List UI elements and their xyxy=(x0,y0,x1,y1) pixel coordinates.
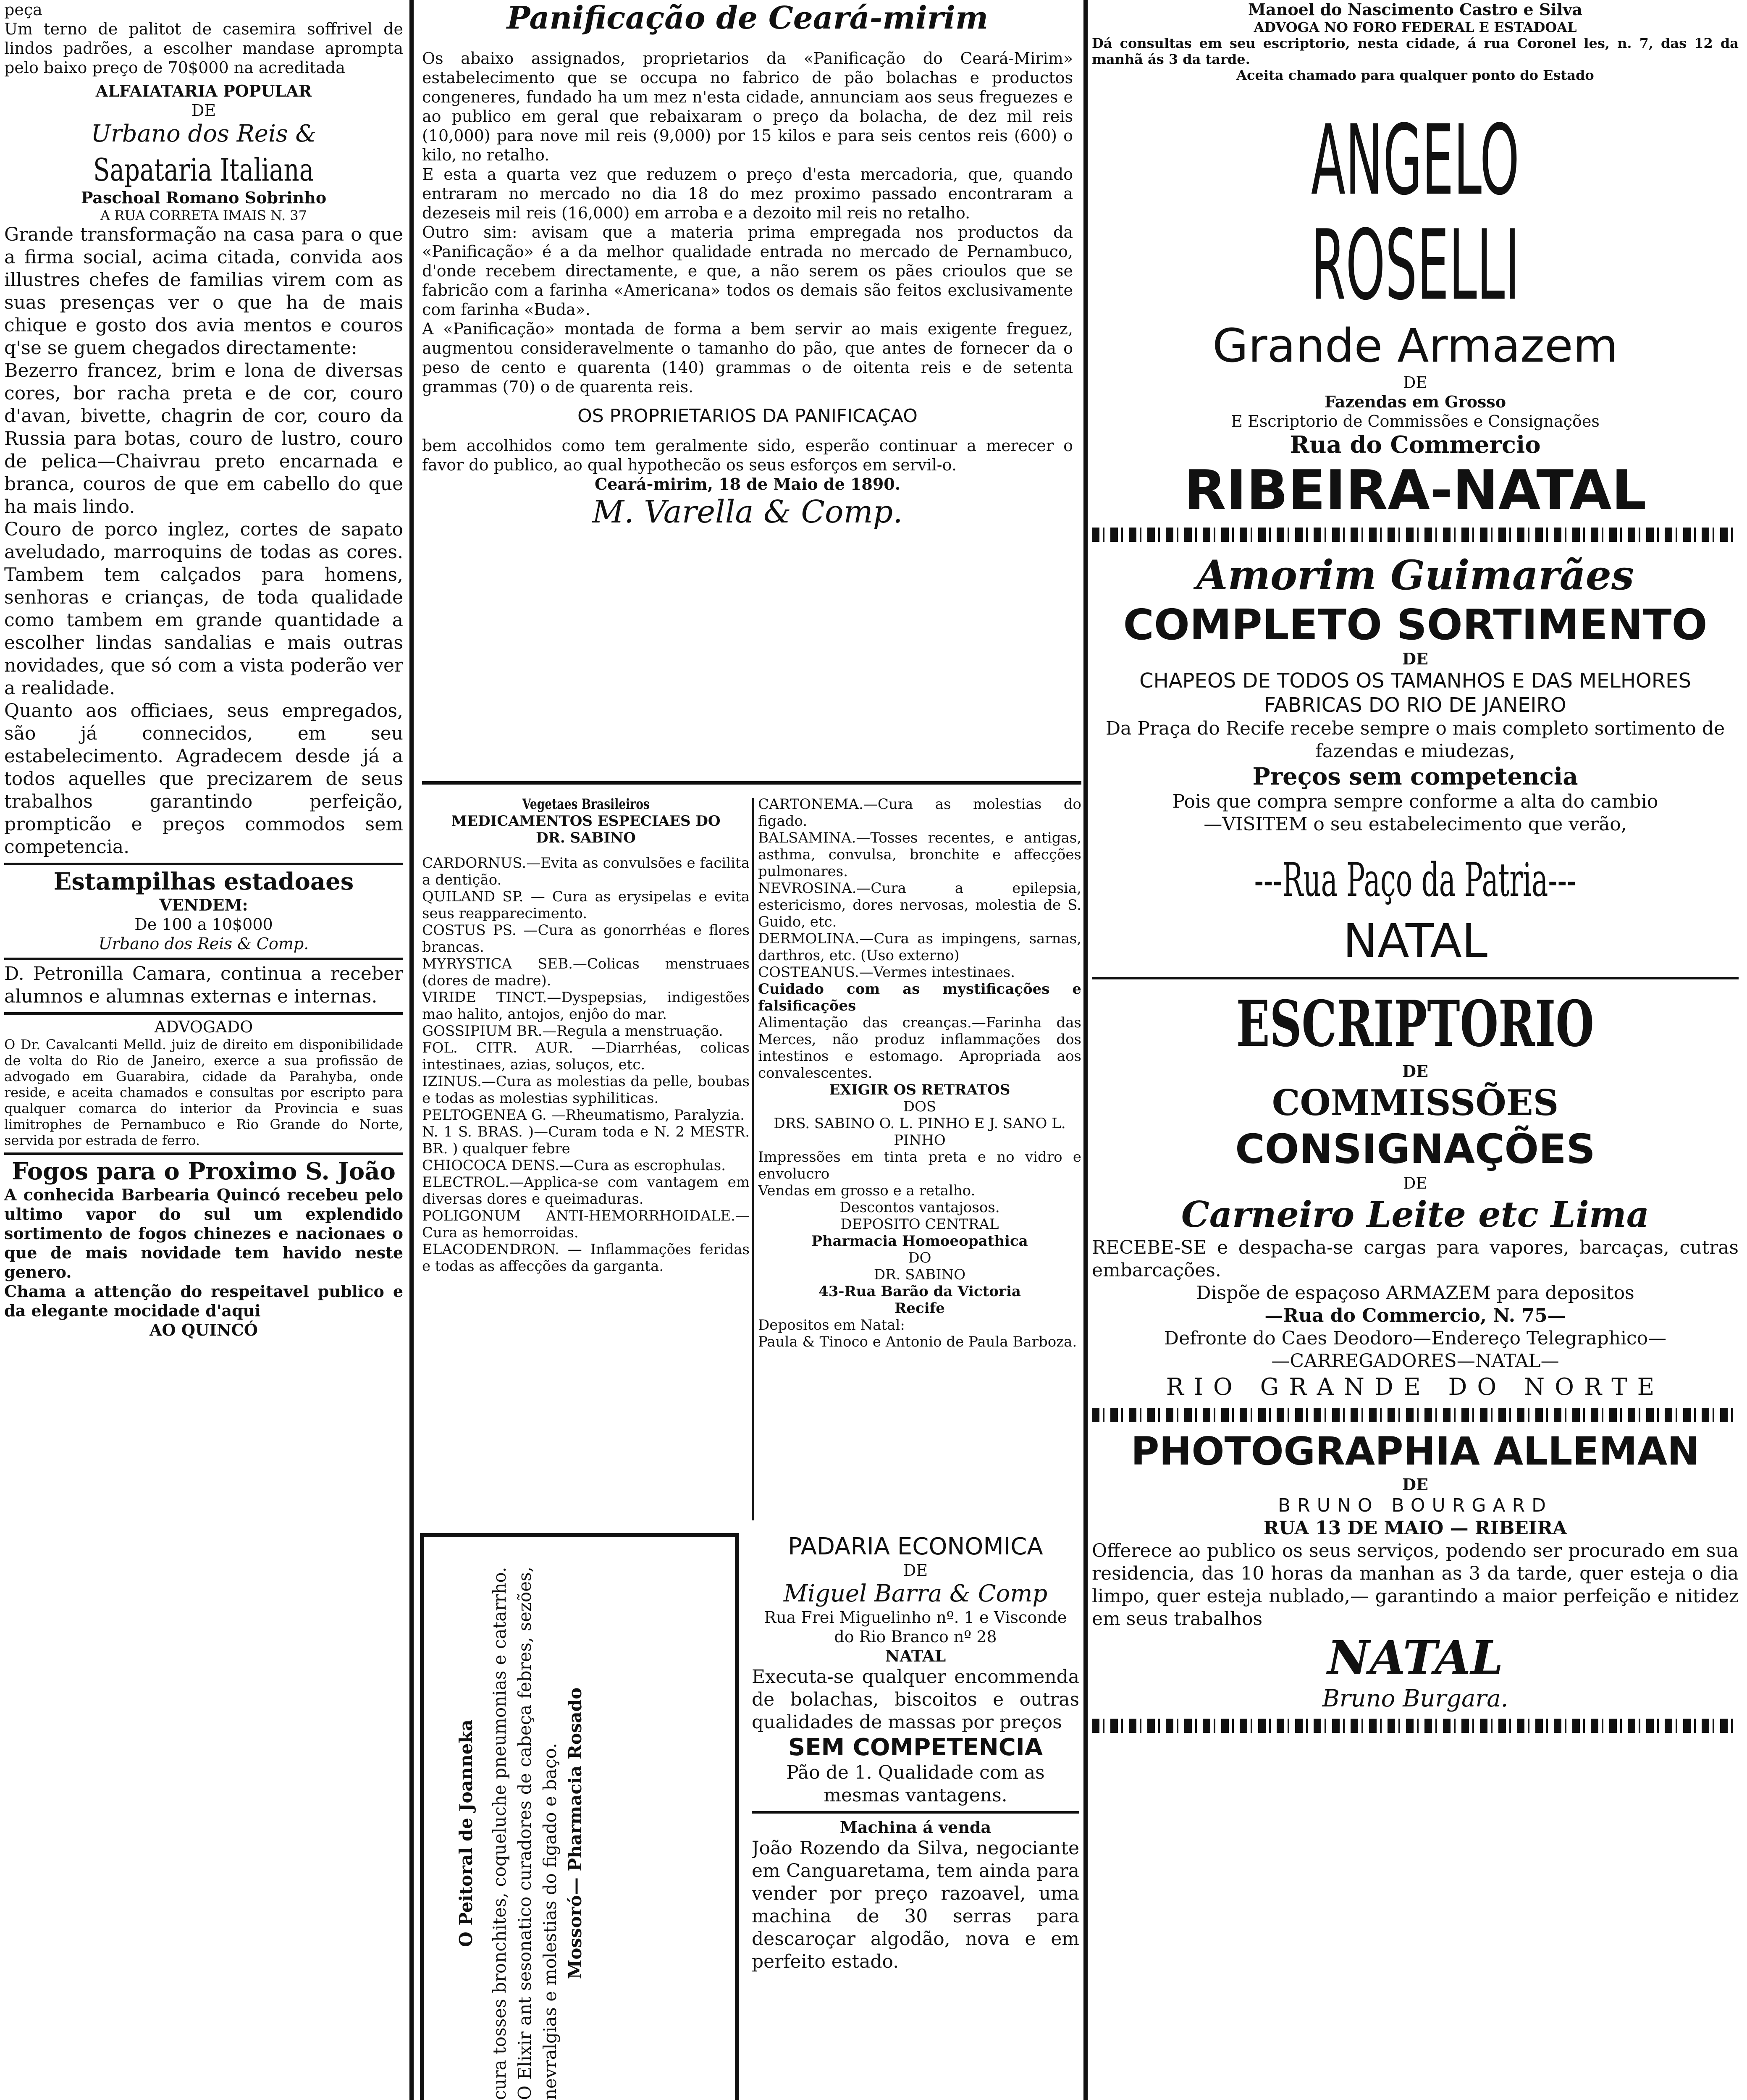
roselli-ribeira: RIBEIRA-NATAL xyxy=(1184,458,1647,522)
dispoe: Dispõe de espaçoso ARMAZEM para depositos xyxy=(1196,1282,1634,1304)
depositos: Depositos em Natal: xyxy=(758,1317,905,1334)
column-rule-left xyxy=(409,0,414,2100)
fogos-body: A conhecida Barbearia Quincó recebeu pelo ultimo vapor do sul um explendido sortimento de fogos chinezes e nacionaes o que de mais novidade tem havido neste genero. xyxy=(4,1185,403,1281)
panificacao-body-4: A «Panificação» montada de forma a bem servir ao mais exigente freguez, augmentou consideravelmente o tamanho do pão, que antes de fornecer da o peso de cento e quarenta (140) grammas o de oitenta reis e de setenta grammas (70) o de quarenta reis. xyxy=(422,320,1073,396)
sapataria-owner: Paschoal Romano Sobrinho xyxy=(81,188,327,207)
vegetaes-item: COSTUS PS. —Cura as gonorrhéas e flores brancas. xyxy=(422,922,750,956)
vegetaes-item: IZINUS.—Cura as molestias da pelle, boubas e todas as molestias syphiliticas. xyxy=(422,1073,750,1107)
photographia-body: Offerece ao publico os seus serviços, podendo ser procurado em sua residencia, das 10 horas da manhan as 3 da tarde, quer esteja o dia limpo, quer esteja nublado,— garantindo a maior perfeição e nitidez em seus trabalhos xyxy=(1092,1540,1739,1630)
sapataria-title: Sapataria Italiana xyxy=(93,152,314,188)
padaria-owner: Miguel Barra & Comp xyxy=(783,1580,1048,1607)
rua-commercio-75: —Rua do Commercio, N. 75— xyxy=(1264,1305,1566,1326)
caution-body: Alimentação das creanças.—Farinha das Merces, não produz inflammações dos intestinos e estomago. Apropriada aos convalescentes. xyxy=(758,1014,1081,1082)
sapataria-body-4: Quanto aos officiaes, seus empregados, são já connecidos, em seu estabelecimento. Agradecem desde já a todos aquelles que precizarem de seus trabalhos garantindo perfeição, prompticão e preços commodos sem competencia. xyxy=(4,700,403,858)
padaria-de: DE xyxy=(903,1561,928,1580)
natal-heading: NATAL xyxy=(1343,914,1488,968)
estampilhas-vendem: VENDEM: xyxy=(159,895,248,914)
roselli-fazendas: Fazendas em Grosso xyxy=(1324,392,1506,411)
top-fragment: peça xyxy=(4,0,42,19)
praca: Da Praça do Recife recebe sempre o mais completo sortimento de fazendas e miudezas, xyxy=(1105,718,1725,762)
commissoes: COMMISSÕES xyxy=(1272,1082,1559,1124)
completo-sortimento: COMPLETO SORTIMENTO xyxy=(1123,600,1708,649)
roselli-name: ANGELO ROSELLI xyxy=(1311,105,1520,322)
photographia-de: DE xyxy=(1402,1475,1428,1494)
alfaiataria-intro: Um terno de palitot de casemira soffrivel de lindos padrões, a escolher mandase aprompta pelo baixo preço de 70$000 na acreditada xyxy=(4,20,403,77)
sapataria-address: A RUA CORRETA IMAIS N. 37 xyxy=(100,207,307,223)
vegetaes-item: COSTEANUS.—Vermes intestinaes. xyxy=(758,964,1015,981)
panificacao-title: Panificação de Ceará-mirim xyxy=(506,0,989,36)
middle-divider xyxy=(422,781,1081,785)
sapataria-body-2: Bezerro francez, brim e lona de diversas cores, bor racha preta e de cor, couro d'avan, bivette, chagrin de cor, couro da Russia para botas, couro de lustro, couro de pelica—Chaivrau preto encarnada e branca, couros de que em cabello do que ha mais lindo. xyxy=(4,360,403,517)
fogos-end: AO QUINCÓ xyxy=(150,1320,258,1339)
deposito: DEPOSITO CENTRAL xyxy=(840,1216,999,1233)
recebe: RECEBE-SE e despacha-se cargas para vapores, barcaças, cutras embarcações. xyxy=(1092,1237,1739,1281)
separator xyxy=(4,863,403,865)
sapataria-body-3: Couro de porco inglez, cortes de sapato aveludado, marroquins de todas as cores. Tambem tem calçados para homens, senhoras e crianças, de toda qualidade como tambem em grande quantidade a escolher lindas sandalias e mais outras novidades, que só com a vista poderão ver a realidade. xyxy=(4,519,403,699)
cidade: Recife xyxy=(894,1300,945,1317)
caution-title: Cuidado com as mystificações e falsificações xyxy=(758,981,1081,1014)
roselli-de: DE xyxy=(1403,373,1428,392)
peitoral-ad xyxy=(420,1533,739,2100)
alfaiataria-owner: Urbano dos Reis & xyxy=(91,120,317,147)
rua-paco: ---Rua Paço da Patria--- xyxy=(1254,853,1576,907)
photographia-title: PHOTOGRAPHIA ALLEMAN xyxy=(1131,1429,1700,1474)
padaria-ad xyxy=(752,1533,1079,2100)
depositarios: Paula & Tinoco e Antonio de Paula Barboza. xyxy=(758,1334,1077,1350)
vegetaes-item: CARDORNUS.—Evita as convulsões e facilita a dentição. xyxy=(422,855,750,888)
panificacao-body-2: E esta a quarta vez que reduzem o preço d'esta mercadoria, que, quando entraram no mercado no dia 18 do mez proximo passado encontraram a dezeseis mil reis (16,000) em arroba e a dezoito mil reis no retalho. xyxy=(422,165,1073,222)
proprietarios-heading: OS PROPRIETARIOS DA PANIFICAÇAO xyxy=(577,405,918,427)
machina-title: Machina á venda xyxy=(839,1818,992,1837)
photographia-sign: Bruno Burgara. xyxy=(1322,1685,1508,1712)
exigir: EXIGIR OS RETRATOS xyxy=(829,1082,1010,1098)
padaria-address: Rua Frei Miguelinho nº. 1 e Visconde do Rio Branco nº 28 xyxy=(764,1608,1067,1646)
chapeus: CHAPEOS DE TODOS OS TAMANHOS E DAS MELHORES FABRICAS DO RIO DE JANEIRO xyxy=(1139,669,1691,717)
carregadores: —CARREGADORES—NATAL— xyxy=(1271,1350,1559,1372)
rio-grande: RIO GRANDE DO NORTE xyxy=(1166,1373,1665,1401)
vegetaes-ad xyxy=(422,796,1081,1522)
column-left xyxy=(4,0,403,2100)
advogado-name: Manoel do Nascimento Castro e Silva xyxy=(1248,0,1582,19)
padaria-pao: Pão de 1. Qualidade com as mesmas vantagens. xyxy=(786,1762,1045,1806)
alfaiataria-de: DE xyxy=(191,101,216,120)
panificacao-body-3: Outro sim: avisam que a materia prima empregada nos productos da «Panificação» é a da melhor qualidade entrada no mercado de Pernambuco, d'onde recebem directamente, e que, a não serem os pães crioulos que se fabricão com a farinha «Americana» todos os demais são feitos exclusivamente com farinha «Buda». xyxy=(422,223,1073,319)
do: DO xyxy=(908,1250,931,1266)
petronilla-notice: D. Petronilla Camara, continua a receber alumnos e alumnas externas e internas. xyxy=(4,963,403,1007)
vegetaes-item: QUILAND SP. — Cura as erysipelas e evita seus reapparecimento. xyxy=(422,888,750,922)
descontos: Descontos vantajosos. xyxy=(839,1199,1000,1216)
separator xyxy=(752,1811,1079,1814)
separator xyxy=(4,958,403,960)
roselli-escriptorio: E Escriptorio de Commissões e Consignações xyxy=(1231,412,1600,430)
peitoral-body: cura tosses bronchites, coqueluche pneumonias e catarrho. xyxy=(489,1567,510,2100)
panificacao-date: Ceará-mirim, 18 de Maio de 1890. xyxy=(595,475,900,494)
vegetaes-title: Vegetaes Brasileiros xyxy=(522,796,650,813)
vegetaes-item: CARTONEMA.—Cura as molestias do figado. xyxy=(758,796,1081,830)
peitoral-vertical-text xyxy=(454,1567,706,2100)
vegetaes-right xyxy=(758,796,1081,1522)
impressos: Impressões em tinta preta e no vidro e envolucro xyxy=(758,1149,1081,1182)
roselli-rua: Rua do Commercio xyxy=(1290,431,1541,459)
precos: Preços sem competencia xyxy=(1252,763,1578,790)
vegetaes-item: PELTOGENEA G. —Rheumatismo, Paralyzia. xyxy=(422,1107,745,1124)
vegetaes-item: BALSAMINA.—Tosses recentes, e antigas, asthma, convulsa, bronchite e affecções pulmonares. xyxy=(758,830,1081,880)
amorim-name: Amorim Guimarães xyxy=(1196,551,1634,599)
vegetaes-item: DERMOLINA.—Cura as impingens, sarnas, darthros, etc. (Uso externo) xyxy=(758,930,1081,964)
fogos-title: Fogos para o Proximo S. João xyxy=(12,1158,396,1185)
column-middle-top xyxy=(422,0,1073,764)
separator xyxy=(1092,977,1739,979)
consignacoes-de: DE xyxy=(1403,1174,1428,1192)
vegetaes-item: VIRIDE TINCT.—Dyspepsias, indigestões mao halito, antojos, enjôo do mar. xyxy=(422,989,750,1023)
escriptorio-de: DE xyxy=(1402,1062,1428,1081)
machina-body: João Rozendo da Silva, negociante em Canguaretama, tem ainda para vender por preço razoavel, uma machina de 30 serras para descaroçar algodão, nova e em perfeito estado. xyxy=(752,1838,1079,1972)
vendas: Vendas em grosso e a retalho. xyxy=(758,1182,976,1199)
vegetaes-item: CHIOCOCA DENS.—Cura as escrophulas. xyxy=(422,1157,726,1174)
roselli-armazem: Grande Armazem xyxy=(1212,319,1618,373)
vegetaes-item: MYRYSTICA SEB.—Colicas menstruaes (dores de madre). xyxy=(422,956,750,989)
completo-de: DE xyxy=(1402,649,1428,668)
fogos-body-2: Chama a attenção do respeitavel publico e da elegante mocidade d'aqui xyxy=(4,1282,403,1320)
advogado-title: ADVOGADO xyxy=(154,1018,253,1036)
padaria-city: NATAL xyxy=(885,1646,946,1665)
carneiro-leite: Carneiro Leite etc Lima xyxy=(1181,1194,1650,1235)
advogado-foro: ADVOGA NO FORO FEDERAL E ESTADOAL xyxy=(1254,19,1577,35)
sapataria-body: Grande transformação na casa para o que a firma social, acima citada, convida aos illustres chefes de familias virem com as suas presenças ver o que ha de mais chique e gosto dos avia mentos e couros q'se se guem chegados directamente: xyxy=(4,224,403,359)
endereco: 43-Rua Barão da Victoria xyxy=(818,1283,1021,1300)
panificacao-body-1: Os abaixo assignados, proprietarios da «Panificação do Ceará-Mirim» estabelecimento que se occupa no fabrico de pão bolachas e productos congeneres, fundado ha um mez n'esta cidade, annunciam aos seus freguezes e ao publico em geral que rebaixaram o preço da bolacha, de dez mil reis (10,000) para nove mil reis (9,000) por 15 kilos e para seis centos reis (600) o kilo, no retalho. xyxy=(422,49,1073,164)
pharmacia: Pharmacia Homoeopathica xyxy=(811,1233,1028,1250)
escriptorio-title: ESCRIPTORIO xyxy=(1236,987,1595,1061)
ornament-border xyxy=(1092,1719,1739,1733)
separator xyxy=(4,1012,403,1015)
advogado-body: O Dr. Cavalcanti Melld. juiz de direito em disponibilidade de volta do Rio de Janeiro, exerce a sua profissão de advogado em Guarabira, cidade da Parahyba, onde reside, e aceita chamados e consultas por escripto para qualquer comarca do interior da Provincia e suas limitrophes de Pernambuco e Rio Grande do Norte, servida por estrada de ferro. xyxy=(4,1037,403,1148)
ornament-border xyxy=(1092,1408,1739,1422)
photographia-natal: NATAL xyxy=(1327,1630,1503,1685)
separator xyxy=(4,1152,403,1155)
padaria-sem: SEM COMPETENCIA xyxy=(788,1734,1043,1761)
vegetaes-item: N. 1 S. BRAS. )—Curam toda e N. 2 MESTR. BR. ) qualquer febre xyxy=(422,1124,750,1157)
vegetaes-doctor: DR. SABINO xyxy=(536,830,636,846)
peitoral-footer: Mossoró— Pharmacia Rosado xyxy=(565,1687,585,1979)
padaria-body: Executa-se qualquer encommenda de bolachas, biscoitos e outras qualidades de massas por preços xyxy=(752,1666,1079,1733)
vegetaes-item: NEVROSINA.—Cura a epilepsia, estericismo, dores nervosas, molestia de S. Guido, etc. xyxy=(758,880,1081,930)
vegetaes-item: ELACODENDRON. — Inflammações feridas e todas as affecções da garganta. xyxy=(422,1241,750,1275)
panificacao-signature: M. Varella & Comp. xyxy=(592,494,903,530)
dr-sabino: DR. SABINO xyxy=(874,1266,966,1283)
estampilhas-title: Estampilhas estadoaes xyxy=(53,868,354,895)
drs-names: DRS. SABINO O. L. PINHO E J. SANO L. PINHO xyxy=(774,1115,1066,1149)
peitoral-inner xyxy=(454,1567,706,2100)
alfaiataria-name: ALFAIATARIA POPULAR xyxy=(95,81,312,100)
consignacoes: CONSIGNAÇÕES xyxy=(1235,1126,1595,1173)
visitem: —VISITEM o seu estabelecimento que verão, xyxy=(1204,814,1627,835)
peitoral-elixir: O Elixir ant sesonatico curadores de cabeça febres, sezões, nevralgias e molestias do figado e baço. xyxy=(514,1567,560,2100)
advogado-aceita: Aceita chamado para qualquer ponto do Estado xyxy=(1236,67,1594,83)
column-right xyxy=(1092,0,1739,2100)
peitoral-title: O Peitoral de Joanneka xyxy=(456,1719,476,1947)
ornament-border xyxy=(1092,528,1739,542)
vegetaes-item: GOSSIPIUM BR.—Regula a menstruação. xyxy=(422,1023,723,1040)
pois: Pois que compra sempre conforme a alta do cambio xyxy=(1172,791,1658,812)
vegetaes-left xyxy=(422,796,750,1522)
column-rule-right xyxy=(1083,0,1088,2100)
vegetaes-subtitle: MEDICAMENTOS ESPECIAES DO xyxy=(451,813,721,830)
defronte: Defronte do Caes Deodoro—Endereço Telegraphico— xyxy=(1164,1328,1667,1349)
vegetaes-item: POLIGONUM ANTI-HEMORRHOIDALE.—Cura as hemorroidas. xyxy=(422,1208,750,1241)
photographia-address: RUA 13 DE MAIO — RIBEIRA xyxy=(1263,1517,1567,1539)
vegetaes-item: FOL. CITR. AUR. —Diarrhéas, colicas intestinaes, azias, soluços, etc. xyxy=(422,1040,750,1073)
vegetaes-item: ELECTROL.—Applica-se com vantagem em diversas dores e queimaduras. xyxy=(422,1174,750,1208)
dos: DOS xyxy=(903,1098,936,1115)
panificacao-body-5: bem accolhidos como tem geralmente sido, esperão continuar a merecer o favor do publico, ao qual hypothecão os seus esforços em servil-o. xyxy=(422,436,1073,474)
estampilhas-range: De 100 a 10$000 xyxy=(134,915,273,934)
estampilhas-seller: Urbano dos Reis & Comp. xyxy=(98,934,309,953)
photographia-owner: BRUNO BOURGARD xyxy=(1278,1495,1553,1516)
advogado-consultas: Dá consultas em seu escriptorio, nesta cidade, á rua Coronel les, n. 7, das 12 da manhã ás 3 da tarde. xyxy=(1092,35,1739,67)
padaria-title: PADARIA ECONOMICA xyxy=(788,1533,1043,1560)
